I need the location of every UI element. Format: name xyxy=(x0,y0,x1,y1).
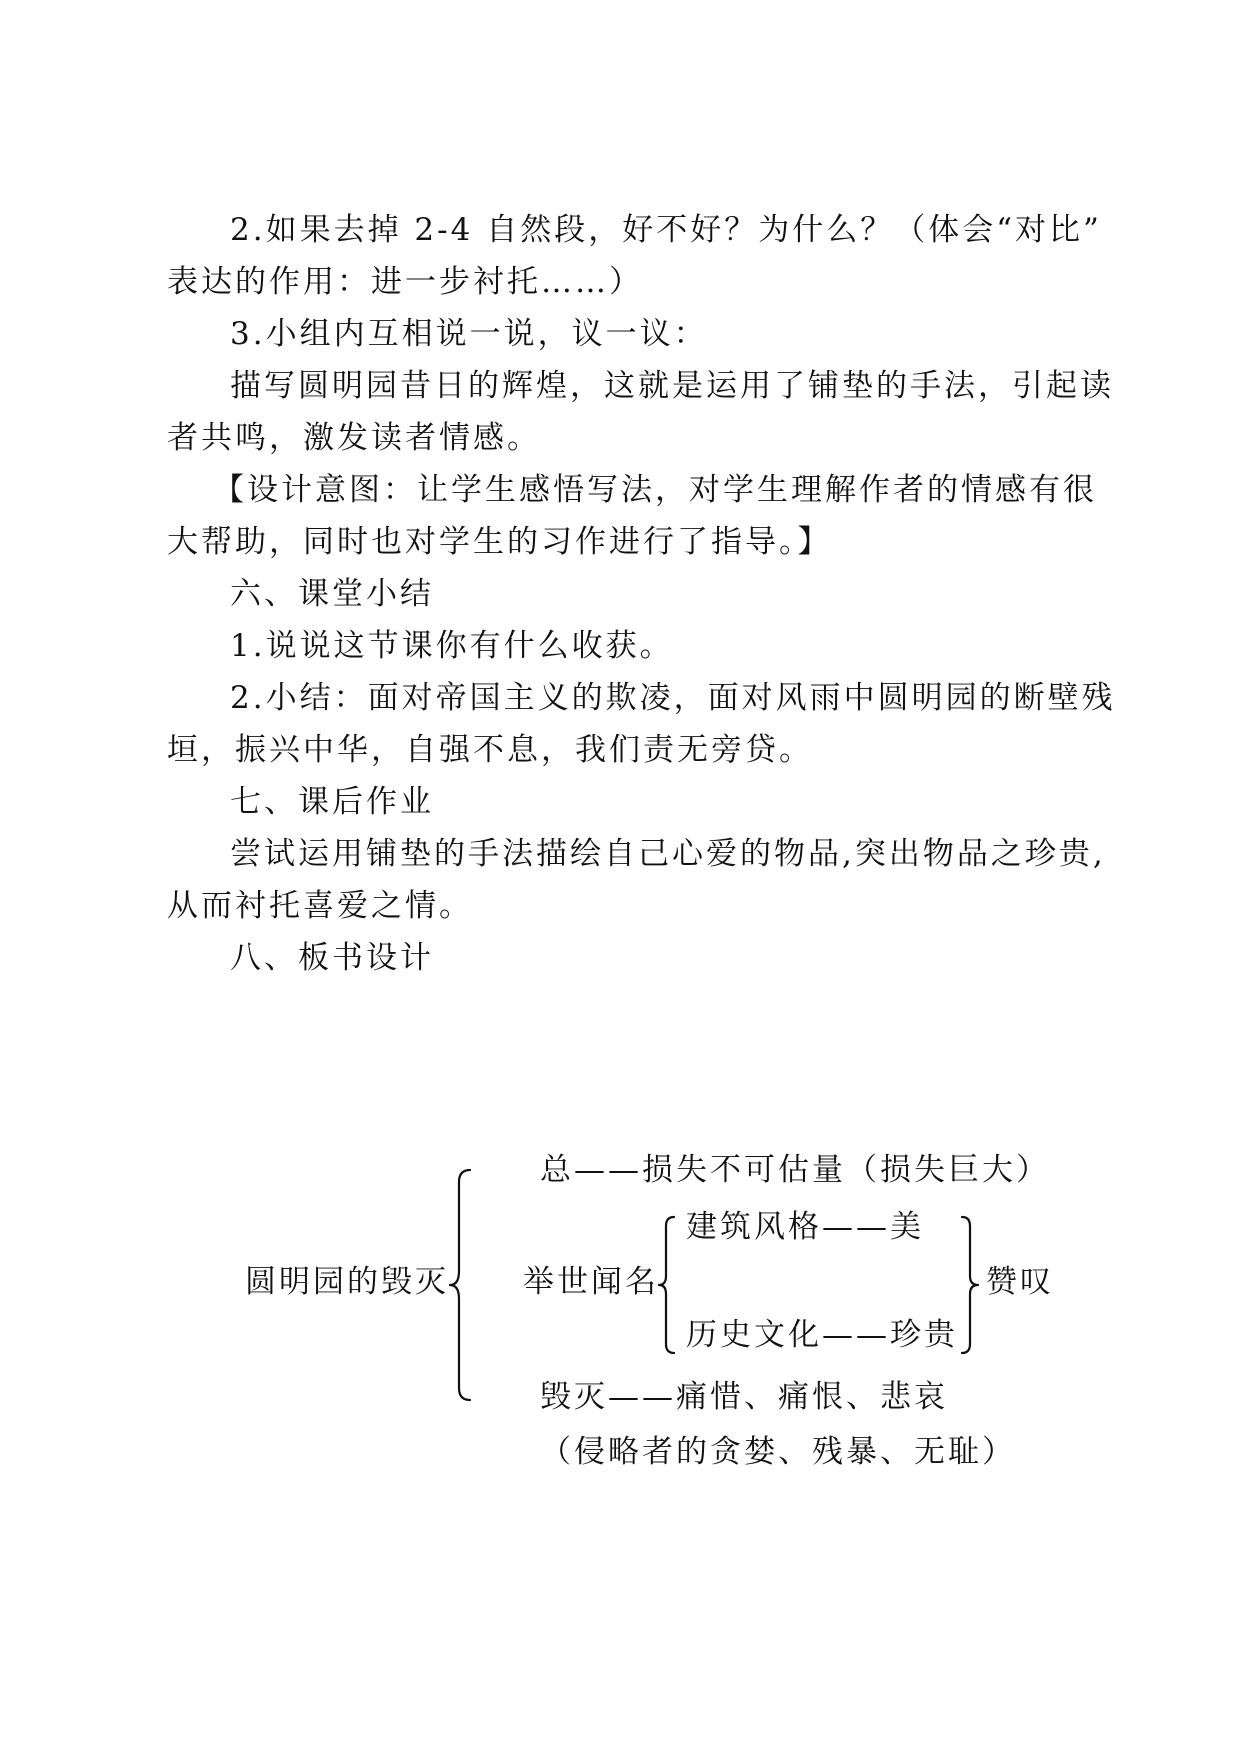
board-middle-item-architecture: 建筑风格——美 xyxy=(686,1209,924,1245)
board-middle-label: 举世闻名 xyxy=(523,1264,659,1300)
body-line-5: 者共鸣，激发读者情感。 xyxy=(167,420,541,456)
board-bottom-note: （侵略者的贪婪、残暴、无耻） xyxy=(540,1434,1016,1470)
body-line-11: 垣，振兴中华，自强不息，我们责无旁贷。 xyxy=(167,732,813,768)
section-heading-board: 八、板书设计 xyxy=(230,940,434,976)
board-top-branch: 总——损失不可估量（损失巨大） xyxy=(540,1152,1050,1188)
board-bottom-branch: 毁灭——痛惜、痛恨、悲哀 xyxy=(540,1379,948,1415)
body-line-1: 2.如果去掉 2-4 自然段，好不好？为什么？（体会“对比” xyxy=(230,212,1102,248)
board-middle-left-brace xyxy=(656,1215,680,1355)
section-heading-homework: 七、课后作业 xyxy=(230,784,434,820)
body-line-4: 描写圆明园昔日的辉煌，这就是运用了铺垫的手法，引起读 xyxy=(230,368,1114,404)
board-middle-right-brace xyxy=(958,1215,982,1355)
body-line-2: 表达的作用：进一步衬托……） xyxy=(167,264,643,300)
body-line-10: 2.小结：面对帝国主义的欺凌，面对风雨中圆明园的断壁残 xyxy=(230,680,1116,716)
design-intent-line-1: 【设计意图：让学生感悟写法，对学生理解作者的情感有很 xyxy=(213,472,1097,508)
board-middle-result: 赞叹 xyxy=(986,1264,1054,1300)
section-heading-summary: 六、课堂小结 xyxy=(230,576,434,612)
board-middle-item-culture: 历史文化——珍贵 xyxy=(686,1317,958,1353)
body-line-13: 尝试运用铺垫的手法描绘自己心爱的物品,突出物品之珍贵, xyxy=(230,836,1106,872)
body-line-3: 3.小组内互相说一说，议一议： xyxy=(230,316,708,352)
design-intent-line-2: 大帮助，同时也对学生的习作进行了指导。】 xyxy=(167,524,832,560)
board-main-brace xyxy=(448,1168,478,1402)
board-root-label: 圆明园的毁灭 xyxy=(245,1264,449,1300)
body-line-9: 1.说说这节课你有什么收获。 xyxy=(230,628,674,664)
body-line-14: 从而衬托喜爱之情。 xyxy=(167,888,473,924)
